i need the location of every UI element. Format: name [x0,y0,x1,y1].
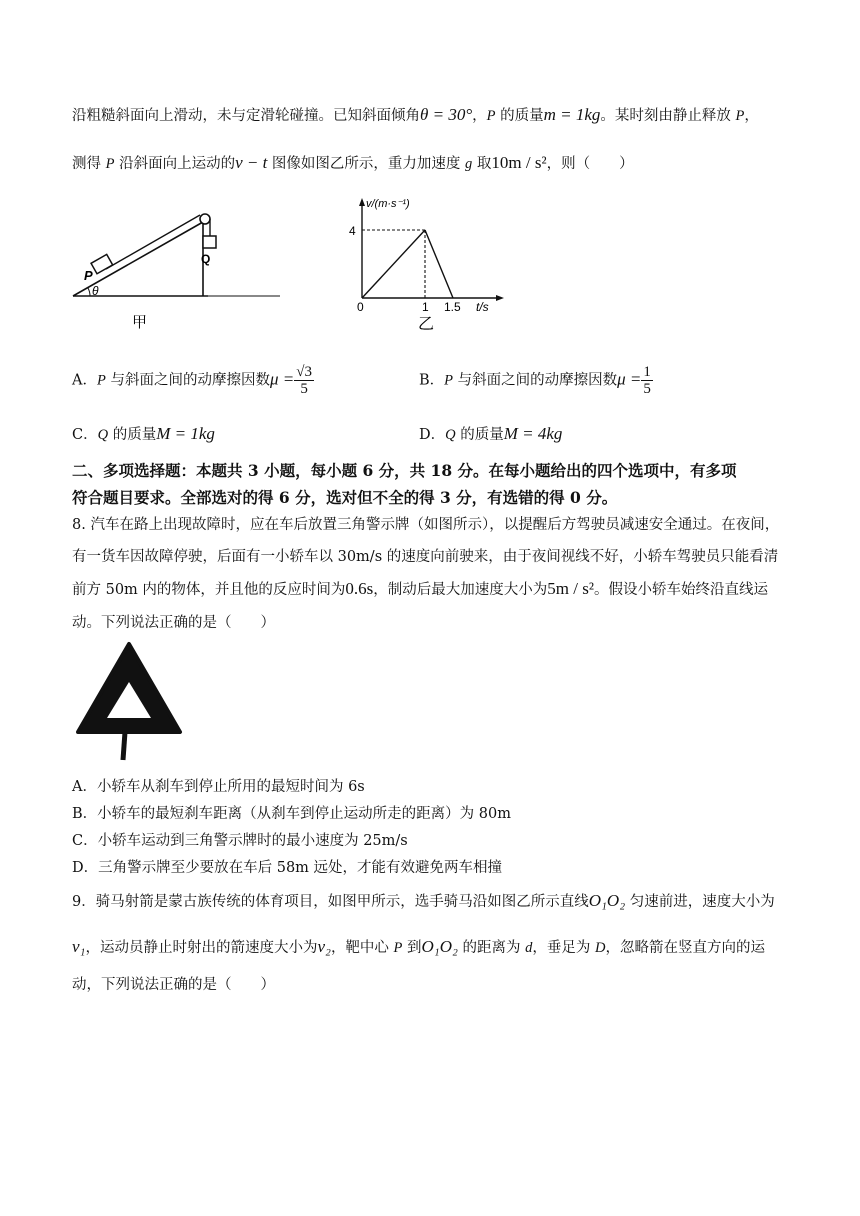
x-axis-arrow [496,295,504,301]
q9-target-p: P [393,940,403,956]
q9-distance-d: d [525,940,533,956]
fraction-1-over-5 [641,364,653,397]
figure-yi-vt-graph [340,194,510,334]
warning-triangle-icon [74,638,184,762]
tick-x-1-5: 1.5 [444,300,461,314]
q7-line-2 [72,152,634,173]
q8-line-3 [72,578,768,599]
mu-symbol: μ = [269,369,295,389]
q7-g: g [465,156,473,172]
q9-text: 的距离为 [457,940,526,956]
fraction-sqrt3-over-5 [294,364,314,397]
q7-text: 测得 [72,156,106,172]
q8-text: 前方 50m 内的物体，并且他的反应时间为 [72,582,346,598]
q8-option-d[interactable]: D．三角警示牌至少要放在车后 58m 远处，才能有效避免两车相撞 [72,860,503,876]
q7-text: 。某时刻由静止释放 [600,108,736,124]
q7-option-c[interactable] [72,423,215,444]
mu-symbol: μ = [617,369,642,389]
q7-text: 的质量 [495,108,544,124]
label-q: Q [201,252,211,266]
q8-reaction-time: 0.6s [345,579,374,598]
q9-line-o1o2: O₁O₂ [588,891,626,910]
q8-option-a[interactable]: A．小轿车从刹车到停止所用的最短时间为 6s [72,779,365,795]
q7-g-value: 10m / s² [491,153,547,172]
option-value: M = 1kg [156,424,215,443]
q8-option-c[interactable]: C．小轿车运动到三角警示牌时的最小速度为 25m/s [72,833,408,849]
q8-line-1: 8. 汽车在路上出现故障时，应在车后放置三角警示牌（如图所示），以提醒后方驾驶员减速安全通过。在夜间， [72,517,780,533]
vt-rising-line [362,230,425,298]
q8-text: ，制动后最大加速度大小为 [373,582,548,598]
q7-mass: m = 1kg [543,105,601,124]
fraction-denominator: 5 [300,381,308,397]
section-heading-line-1: 二、多项选择题：本题共 3 小题，每小题 6 分，共 18 分。在每小题给出的四个选项中，有多项 [72,461,737,480]
q7-theta: θ = 30° [420,105,473,124]
option-value: M = 4kg [503,424,563,443]
axis-ylabel: v/(m·s⁻¹) [366,198,410,210]
section-heading-line-2: 符合题目要求。全部选对的得 6 分，选对但不全的得 3 分，有选错的得 0 分。 [72,488,618,507]
q7-text: ， [472,108,487,124]
q9-line-3: 动，下列说法正确的是（ ） [72,977,275,993]
axis-xlabel: t/s [476,300,489,314]
figure-jia-incline [70,200,290,335]
option-text: 的质量 [108,427,157,443]
q9-text: 9．骑马射箭是蒙古族传统的体育项目，如图甲所示，选手骑马沿如图乙所示直线 [72,894,589,910]
q7-symbol-p: P [105,156,115,172]
block-q [203,236,216,248]
q7-text: 沿粗糙斜面向上滑动，未与定滑轮碰撞。已知斜面倾角 [72,108,420,124]
q8-line-2: 有一货车因故障停驶，后面有一小轿车以 30m/s 的速度向前驶来，由于夜间视线不好，小轿车驾驶员只能看清 [72,549,779,565]
option-text: 与斜面之间的动摩擦因数 [105,372,270,389]
q8-text: 。假设小轿车始终沿直线运 [593,582,768,598]
fraction-numerator: 1 [643,364,651,380]
option-letter: B． [419,372,445,389]
q8-option-b[interactable]: B．小轿车的最短刹车距离（从刹车到停止运动所走的距离）为 80m [72,806,511,822]
rope-incline [106,215,200,269]
tick-0: 0 [357,300,364,314]
q7-line-1 [72,104,759,125]
y-axis-arrow [359,198,365,206]
q9-line-1 [72,890,775,911]
symbol-p: P [444,372,454,389]
option-letter: C． [72,427,98,443]
q9-line-2 [72,936,765,957]
q7-text: ， [744,108,759,124]
q7-text: 取 [472,156,492,172]
q9-foot-d: D [594,940,606,956]
q9-text: ，垂足为 [532,940,595,956]
q9-text: ，运动员静止时射出的箭速度大小为 [85,940,318,956]
tick-y-4: 4 [349,224,356,238]
pulley [200,214,210,224]
q9-v1: v₁ [72,937,86,956]
tick-x-1: 1 [422,300,429,314]
q7-text: ，则（ ） [546,156,634,172]
label-p: P [84,268,93,283]
q8-line-4: 动。下列说法正确的是（ ） [72,615,275,631]
q9-text: ，靶中心 [330,940,394,956]
q7-symbol-p: P [735,108,745,124]
q7-vt: v − t [235,153,268,172]
q9-text: 匀速前进，速度大小为 [625,894,775,910]
option-text: 与斜面之间的动摩擦因数 [453,372,618,389]
symbol-q: Q [445,427,456,443]
q7-option-b[interactable] [419,364,653,397]
fraction-numerator: √3 [296,364,312,380]
q7-option-d[interactable] [419,423,562,444]
q8-acceleration: 5m / s² [547,579,594,598]
q7-text: 沿斜面向上运动的 [114,156,236,172]
q9-line-o1o2: O₁O₂ [421,937,458,956]
q7-text: 图像如图乙所示，重力加速度 [267,156,466,172]
angle-arc [88,288,90,296]
symbol-p: P [96,372,106,389]
fraction-denominator: 5 [643,381,651,397]
option-letter: A． [72,372,97,389]
q9-v2: v₂ [317,937,331,956]
symbol-q: Q [97,427,109,443]
q9-text: 到 [402,940,422,956]
q7-option-a[interactable] [72,364,314,397]
vt-falling-line [425,230,453,298]
q7-symbol-p: P [486,108,496,124]
caption-yi: 乙 [418,316,435,333]
q9-text: ，忽略箭在竖直方向的运 [605,940,765,956]
caption-jia: 甲 [132,314,148,331]
block-p [91,254,113,273]
option-text: 的质量 [455,427,504,443]
label-theta: θ [92,284,99,298]
option-letter: D． [419,427,446,443]
